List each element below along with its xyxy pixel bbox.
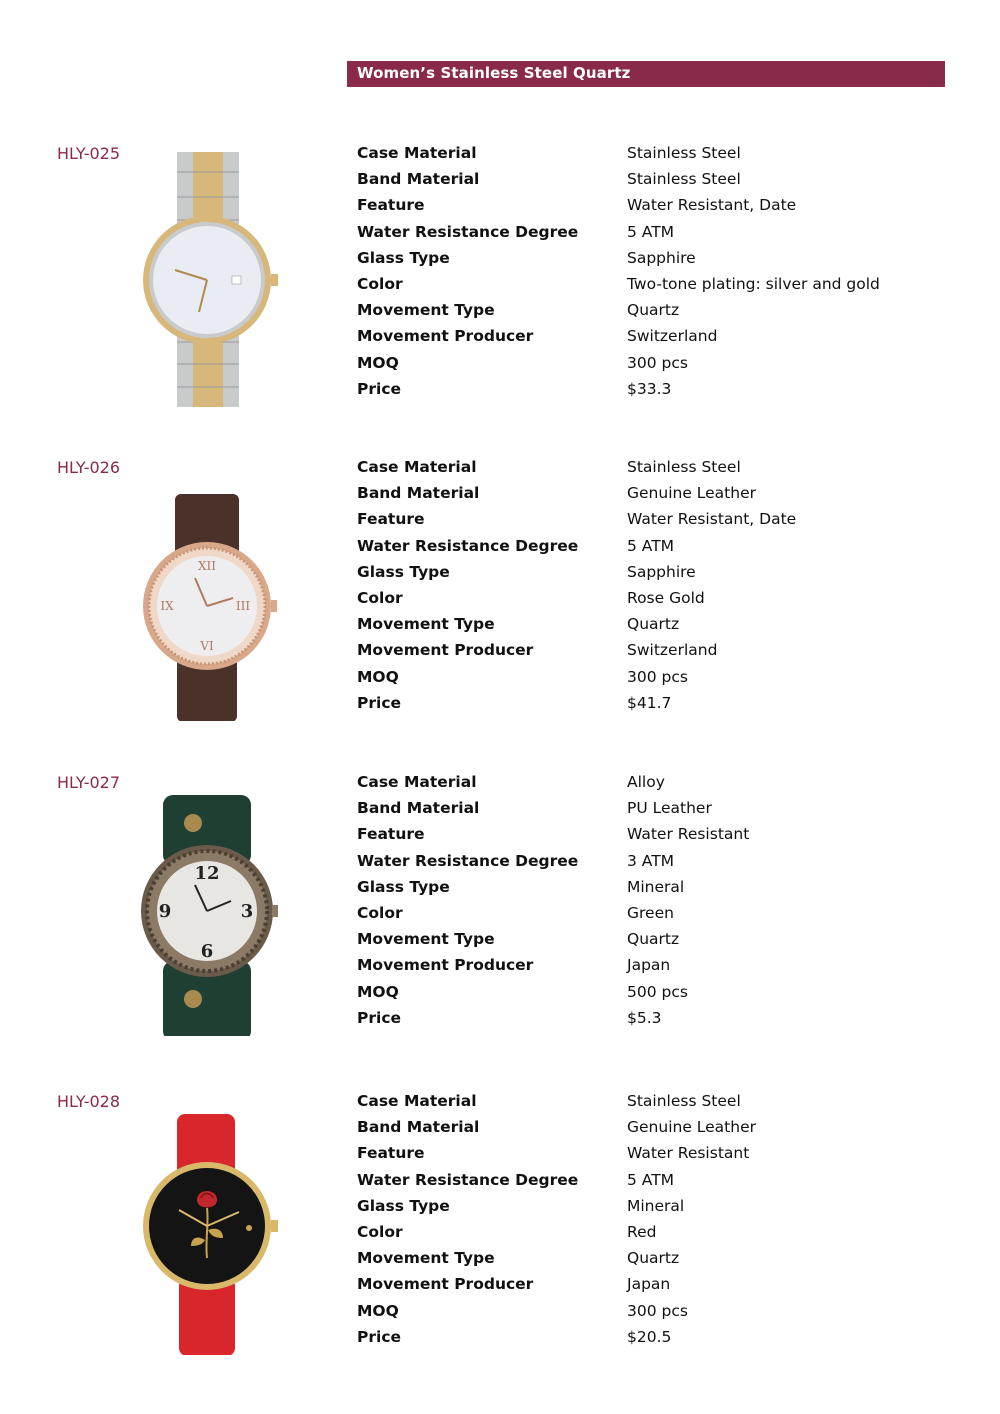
spec-label: Water Resistance Degree [357, 851, 579, 870]
spec-value: Genuine Leather [627, 484, 756, 503]
spec-value: Switzerland [627, 641, 718, 660]
spec-value: Stainless Steel [627, 1092, 741, 1110]
svg-text:III: III [235, 599, 251, 613]
spec-label: Feature [357, 825, 425, 844]
spec-label: MOQ [357, 667, 399, 686]
spec-label: Color [357, 1222, 403, 1241]
spec-label: Case Material [357, 144, 477, 162]
spec-label: Movement Type [357, 930, 495, 949]
spec-label: Price [357, 1008, 402, 1027]
spec-label: Case Material [357, 1092, 477, 1110]
spec-label: Movement Producer [357, 1275, 534, 1294]
product-code: HLY-025 [57, 144, 121, 163]
product-code: HLY-028 [57, 1092, 121, 1111]
spec-label: Movement Type [357, 615, 495, 634]
spec-label: Case Material [357, 773, 477, 791]
spec-label: Band Material [357, 170, 480, 189]
spec-value: Water Resistant [627, 1144, 750, 1163]
spec-value: Red [627, 1222, 657, 1241]
spec-value: Green [627, 903, 674, 922]
spec-label: Glass Type [357, 877, 450, 896]
spec-value: Japan [627, 956, 671, 975]
spec-value: Alloy [627, 773, 665, 791]
spec-label: Color [357, 588, 403, 607]
spec-value: $20.5 [627, 1327, 672, 1346]
spec-label: Band Material [357, 484, 480, 503]
spec-value: Quartz [627, 930, 680, 949]
svg-text:VI: VI [200, 639, 214, 653]
spec-value: Stainless Steel [627, 170, 741, 189]
product-code: HLY-027 [57, 773, 121, 792]
spec-label: Glass Type [357, 248, 450, 267]
spec-label: Movement Producer [357, 956, 534, 975]
product-entry [0, 1092, 1000, 1372]
spec-label: Glass Type [357, 562, 450, 581]
spec-value: Quartz [627, 301, 680, 320]
svg-text:9: 9 [158, 901, 172, 922]
spec-value: 300 pcs [627, 1301, 688, 1320]
spec-value: Stainless Steel [627, 144, 741, 162]
watch-image-red-rose [135, 1100, 280, 1355]
spec-value: Genuine Leather [627, 1118, 756, 1137]
spec-label: Price [357, 693, 402, 712]
spec-value: Mineral [627, 1196, 685, 1215]
spec-label: Water Resistance Degree [357, 1170, 579, 1189]
spec-value: Water Resistant, Date [627, 196, 797, 215]
spec-label: Case Material [357, 458, 477, 476]
spec-value: Water Resistant [627, 825, 750, 844]
spec-label: Water Resistance Degree [357, 536, 579, 555]
spec-label: Color [357, 274, 403, 293]
svg-text:12: 12 [194, 863, 220, 884]
spec-label: Movement Producer [357, 327, 534, 346]
spec-label: Movement Type [357, 1249, 495, 1268]
spec-label: Band Material [357, 799, 480, 818]
svg-text:XII: XII [197, 559, 217, 573]
spec-value: 300 pcs [627, 667, 688, 686]
section-header [347, 61, 945, 87]
watch-image-green-vintage [135, 781, 280, 1036]
spec-value: Japan [627, 1275, 671, 1294]
spec-value: 3 ATM [627, 851, 675, 870]
spec-label: Feature [357, 510, 425, 529]
spec-label: Feature [357, 1144, 425, 1163]
spec-label: MOQ [357, 353, 399, 372]
svg-text:3: 3 [240, 901, 254, 922]
watch-image-rose-gold [135, 466, 280, 721]
spec-label: MOQ [357, 982, 399, 1001]
spec-value: $33.3 [627, 379, 672, 398]
spec-value: 300 pcs [627, 353, 688, 372]
spec-label: MOQ [357, 1301, 399, 1320]
svg-text:IX: IX [160, 599, 174, 613]
svg-text:6: 6 [200, 941, 214, 962]
spec-value: $5.3 [627, 1008, 662, 1027]
spec-label: Feature [357, 196, 425, 215]
spec-value: Two-tone plating: silver and gold [627, 274, 880, 293]
product-code: HLY-026 [57, 458, 121, 477]
spec-label: Movement Type [357, 301, 495, 320]
product-entry [0, 144, 1000, 424]
spec-label: Band Material [357, 1118, 480, 1137]
spec-value: 500 pcs [627, 982, 688, 1001]
section-title: Women’s Stainless Steel Quartz [357, 64, 631, 82]
spec-label: Color [357, 903, 403, 922]
spec-value: Sapphire [627, 562, 696, 581]
watch-image-two-tone [135, 152, 280, 407]
spec-value: $41.7 [627, 693, 672, 712]
product-entry [0, 458, 1000, 738]
spec-value: 5 ATM [627, 1170, 675, 1189]
spec-value: Switzerland [627, 327, 718, 346]
spec-value: Water Resistant, Date [627, 510, 797, 529]
spec-value: Mineral [627, 877, 685, 896]
spec-label: Glass Type [357, 1196, 450, 1215]
spec-value: 5 ATM [627, 222, 675, 241]
spec-value: Sapphire [627, 248, 696, 267]
spec-label: Price [357, 1327, 402, 1346]
spec-value: Quartz [627, 615, 680, 634]
spec-value: Quartz [627, 1249, 680, 1268]
spec-value: Rose Gold [627, 588, 705, 607]
spec-value: 5 ATM [627, 536, 675, 555]
spec-value: PU Leather [627, 799, 712, 818]
spec-label: Water Resistance Degree [357, 222, 579, 241]
product-entry [0, 773, 1000, 1053]
spec-value: Stainless Steel [627, 458, 741, 476]
spec-label: Price [357, 379, 402, 398]
spec-label: Movement Producer [357, 641, 534, 660]
